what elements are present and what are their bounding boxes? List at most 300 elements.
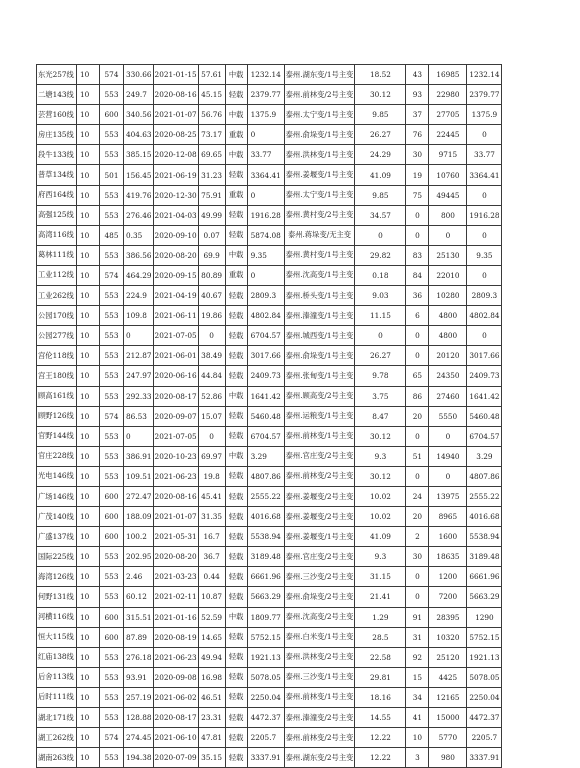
table-row [37, 366, 502, 386]
cell-voltage: 10 [77, 185, 100, 205]
cell-user-count: 0 [406, 466, 429, 486]
cell-main-transformer-rate: 1.29 [355, 607, 406, 627]
cell-available-capacity: 3.29 [467, 446, 502, 466]
cell-user-count: 31 [406, 627, 429, 647]
cell-date: 2021-06-01 [153, 346, 198, 366]
cell-user-capacity: 8965 [429, 507, 467, 527]
cell-voltage: 10 [77, 145, 100, 165]
cell-voltage: 10 [77, 165, 100, 185]
cell-capacity: 553 [100, 708, 124, 728]
cell-capacity: 600 [100, 607, 124, 627]
cell-substation: 泰州.俞垛变/2号主变 [284, 587, 355, 607]
cell-date: 2021-03-23 [153, 567, 198, 587]
cell-voltage: 10 [77, 748, 100, 768]
cell-user-count: 0 [406, 587, 429, 607]
cell-user-capacity: 15000 [429, 708, 467, 728]
table-row [37, 426, 502, 446]
cell-load-status: 轻载 [225, 406, 247, 426]
cell-capacity: 553 [100, 306, 124, 326]
cell-substation: 泰州.前林变/2号主变 [284, 728, 355, 748]
cell-user-capacity: 4800 [429, 306, 467, 326]
cell-substation: 泰州.前林变/2号主变 [284, 85, 355, 105]
cell-substation: 泰州.城西变/1号主变 [284, 326, 355, 346]
cell-remaining-capacity: 4807.86 [247, 466, 284, 486]
cell-capacity: 600 [100, 507, 124, 527]
cell-load-rate: 45.15 [198, 85, 225, 105]
cell-user-count: 76 [406, 125, 429, 145]
cell-user-capacity: 5550 [429, 406, 467, 426]
cell-main-transformer-rate: 11.15 [355, 306, 406, 326]
cell-voltage: 10 [77, 627, 100, 647]
cell-voltage: 10 [77, 225, 100, 245]
cell-user-count: 0 [406, 225, 429, 245]
cell-user-count: 93 [406, 85, 429, 105]
cell-remaining-capacity: 2250.04 [247, 687, 284, 707]
cell-available-capacity: 3189.48 [467, 547, 502, 567]
cell-date: 2020-09-10 [153, 225, 198, 245]
cell-line-name: 河横116线 [37, 607, 77, 627]
cell-remaining-capacity: 2205.7 [247, 728, 284, 748]
cell-load: 0 [124, 426, 154, 446]
data-table [36, 64, 502, 768]
cell-load-status: 轻载 [225, 647, 247, 667]
cell-line-name: 后时111线 [37, 687, 77, 707]
cell-user-capacity: 28395 [429, 607, 467, 627]
cell-substation: 泰州.运粮变/1号主变 [284, 406, 355, 426]
cell-available-capacity: 0 [467, 185, 502, 205]
cell-remaining-capacity: 4802.84 [247, 306, 284, 326]
cell-load: 276.46 [124, 205, 154, 225]
cell-main-transformer-rate: 0.18 [355, 265, 406, 285]
cell-capacity: 574 [100, 65, 124, 85]
cell-main-transformer-rate: 9.3 [355, 547, 406, 567]
cell-user-capacity: 13975 [429, 486, 467, 506]
cell-line-name: 湖南263线 [37, 748, 77, 768]
cell-substation: 泰州.蒋垛变/无主变 [284, 225, 355, 245]
cell-load-status: 中载 [225, 386, 247, 406]
cell-user-capacity: 18635 [429, 547, 467, 567]
cell-load-status: 轻载 [225, 346, 247, 366]
cell-available-capacity: 33.77 [467, 145, 502, 165]
cell-voltage: 10 [77, 386, 100, 406]
cell-user-count: 3 [406, 748, 429, 768]
cell-line-name: 公园277线 [37, 326, 77, 346]
cell-load: 128.88 [124, 708, 154, 728]
cell-main-transformer-rate: 22.58 [355, 647, 406, 667]
cell-substation: 泰州.姜堰变/1号主变 [284, 527, 355, 547]
cell-capacity: 553 [100, 426, 124, 446]
table-row [37, 245, 502, 265]
table-row [37, 145, 502, 165]
cell-voltage: 10 [77, 687, 100, 707]
cell-remaining-capacity: 5752.15 [247, 627, 284, 647]
cell-available-capacity: 4802.84 [467, 306, 502, 326]
cell-voltage: 10 [77, 507, 100, 527]
table-row [37, 647, 502, 667]
cell-line-name: 工业112线 [37, 265, 77, 285]
cell-user-count: 0 [406, 426, 429, 446]
cell-voltage: 10 [77, 105, 100, 125]
cell-load: 0 [124, 326, 154, 346]
cell-user-capacity: 4800 [429, 326, 467, 346]
cell-date: 2020-07-09 [153, 748, 198, 768]
cell-user-capacity: 22010 [429, 265, 467, 285]
cell-user-capacity: 9715 [429, 145, 467, 165]
cell-load-rate: 16.7 [198, 527, 225, 547]
table-row [37, 286, 502, 306]
cell-remaining-capacity: 5663.29 [247, 587, 284, 607]
cell-user-count: 24 [406, 486, 429, 506]
cell-substation: 泰州.黄村变/1号主变 [284, 245, 355, 265]
cell-load-status: 轻载 [225, 165, 247, 185]
cell-load-status: 轻载 [225, 326, 247, 346]
cell-voltage: 10 [77, 667, 100, 687]
cell-capacity: 574 [100, 728, 124, 748]
cell-user-count: 43 [406, 65, 429, 85]
cell-load-rate: 57.61 [198, 65, 225, 85]
cell-user-count: 2 [406, 527, 429, 547]
cell-line-name: 芸营160线 [37, 105, 77, 125]
cell-remaining-capacity: 2555.22 [247, 486, 284, 506]
cell-available-capacity: 1916.28 [467, 205, 502, 225]
cell-load-rate: 35.15 [198, 748, 225, 768]
cell-line-name: 段牛133线 [37, 145, 77, 165]
cell-remaining-capacity: 1916.28 [247, 205, 284, 225]
cell-load: 386.56 [124, 245, 154, 265]
table-row [37, 125, 502, 145]
cell-voltage: 10 [77, 326, 100, 346]
cell-capacity: 553 [100, 547, 124, 567]
cell-load: 247.97 [124, 366, 154, 386]
cell-load: 464.29 [124, 265, 154, 285]
cell-substation: 泰州.俞垛变/1号主变 [284, 125, 355, 145]
cell-user-capacity: 27705 [429, 105, 467, 125]
cell-capacity: 553 [100, 567, 124, 587]
cell-voltage: 10 [77, 527, 100, 547]
cell-voltage: 10 [77, 265, 100, 285]
cell-substation: 泰州.官庄变/2号主变 [284, 547, 355, 567]
cell-main-transformer-rate: 8.47 [355, 406, 406, 426]
cell-load-status: 轻载 [225, 507, 247, 527]
cell-load-rate: 31.35 [198, 507, 225, 527]
cell-line-name: 顾野126线 [37, 406, 77, 426]
cell-substation: 泰州.湖东变/2号主变 [284, 748, 355, 768]
cell-line-name: 高强125线 [37, 205, 77, 225]
cell-load-rate: 40.67 [198, 286, 225, 306]
table-row [37, 667, 502, 687]
cell-user-count: 91 [406, 607, 429, 627]
cell-substation: 泰州.三沙变/2号主变 [284, 567, 355, 587]
cell-user-count: 65 [406, 366, 429, 386]
cell-remaining-capacity: 4472.37 [247, 708, 284, 728]
cell-load-status: 轻载 [225, 748, 247, 768]
cell-load: 292.33 [124, 386, 154, 406]
cell-load: 0.35 [124, 225, 154, 245]
cell-main-transformer-rate: 26.27 [355, 346, 406, 366]
cell-line-name: 湖工262线 [37, 728, 77, 748]
cell-main-transformer-rate: 30.12 [355, 466, 406, 486]
table-row [37, 708, 502, 728]
cell-substation: 泰州.俞垛变/1号主变 [284, 346, 355, 366]
cell-line-name: 宫伦118线 [37, 346, 77, 366]
cell-load-rate: 49.94 [198, 647, 225, 667]
cell-user-capacity: 27460 [429, 386, 467, 406]
cell-user-count: 0 [406, 567, 429, 587]
cell-available-capacity: 1375.9 [467, 105, 502, 125]
cell-load-status: 轻载 [225, 486, 247, 506]
cell-load-rate: 0 [198, 426, 225, 446]
cell-load-status: 重载 [225, 185, 247, 205]
cell-date: 2020-08-16 [153, 486, 198, 506]
cell-user-count: 34 [406, 687, 429, 707]
cell-capacity: 553 [100, 366, 124, 386]
cell-main-transformer-rate: 18.52 [355, 65, 406, 85]
cell-substation: 泰州.三沙变/1号主变 [284, 667, 355, 687]
cell-available-capacity: 2409.73 [467, 366, 502, 386]
cell-user-count: 30 [406, 145, 429, 165]
cell-available-capacity: 4472.37 [467, 708, 502, 728]
cell-user-capacity: 20120 [429, 346, 467, 366]
cell-substation: 泰州.前林变/1号主变 [284, 426, 355, 446]
cell-load-status: 中载 [225, 145, 247, 165]
cell-remaining-capacity: 4016.68 [247, 507, 284, 527]
cell-load: 419.76 [124, 185, 154, 205]
cell-user-capacity: 12165 [429, 687, 467, 707]
cell-load-status: 重载 [225, 265, 247, 285]
cell-main-transformer-rate: 10.02 [355, 486, 406, 506]
cell-load: 109.8 [124, 306, 154, 326]
cell-user-capacity: 16985 [429, 65, 467, 85]
cell-available-capacity: 3337.91 [467, 748, 502, 768]
cell-load-status: 轻载 [225, 708, 247, 728]
cell-available-capacity: 2555.22 [467, 486, 502, 506]
cell-line-name: 顾高161线 [37, 386, 77, 406]
cell-remaining-capacity: 3.29 [247, 446, 284, 466]
cell-main-transformer-rate: 26.27 [355, 125, 406, 145]
cell-capacity: 553 [100, 446, 124, 466]
cell-load: 202.95 [124, 547, 154, 567]
table-row [37, 185, 502, 205]
cell-main-transformer-rate: 12.22 [355, 728, 406, 748]
cell-load-status: 轻载 [225, 225, 247, 245]
cell-remaining-capacity: 33.77 [247, 145, 284, 165]
cell-available-capacity: 4016.68 [467, 507, 502, 527]
cell-load-status: 中载 [225, 607, 247, 627]
cell-available-capacity: 0 [467, 326, 502, 346]
cell-load-status: 轻载 [225, 627, 247, 647]
cell-date: 2020-08-19 [153, 627, 198, 647]
cell-user-count: 20 [406, 507, 429, 527]
cell-capacity: 553 [100, 687, 124, 707]
cell-user-count: 75 [406, 185, 429, 205]
cell-line-name: 后舍113线 [37, 667, 77, 687]
cell-available-capacity: 3017.66 [467, 346, 502, 366]
cell-main-transformer-rate: 28.5 [355, 627, 406, 647]
cell-voltage: 10 [77, 466, 100, 486]
cell-remaining-capacity: 3017.66 [247, 346, 284, 366]
cell-user-count: 10 [406, 728, 429, 748]
cell-substation: 泰州.黄村变/2号主变 [284, 205, 355, 225]
cell-available-capacity: 1290 [467, 607, 502, 627]
cell-line-name: 湖北171线 [37, 708, 77, 728]
cell-load: 272.47 [124, 486, 154, 506]
cell-load-status: 轻载 [225, 286, 247, 306]
cell-voltage: 10 [77, 65, 100, 85]
cell-date: 2021-04-19 [153, 286, 198, 306]
cell-load-status: 轻载 [225, 527, 247, 547]
cell-available-capacity: 5538.94 [467, 527, 502, 547]
cell-capacity: 553 [100, 346, 124, 366]
cell-load-rate: 52.86 [198, 386, 225, 406]
cell-voltage: 10 [77, 426, 100, 446]
cell-capacity: 574 [100, 406, 124, 426]
cell-user-capacity: 0 [429, 225, 467, 245]
cell-load-status: 轻载 [225, 687, 247, 707]
cell-line-name: 普草134线 [37, 165, 77, 185]
cell-load-rate: 69.65 [198, 145, 225, 165]
cell-capacity: 553 [100, 286, 124, 306]
cell-user-capacity: 25120 [429, 647, 467, 667]
cell-load: 188.09 [124, 507, 154, 527]
cell-user-count: 6 [406, 306, 429, 326]
cell-load-rate: 69.9 [198, 245, 225, 265]
cell-available-capacity: 2205.7 [467, 728, 502, 748]
cell-remaining-capacity: 5538.94 [247, 527, 284, 547]
cell-load-rate: 14.65 [198, 627, 225, 647]
cell-voltage: 10 [77, 708, 100, 728]
cell-remaining-capacity: 0 [247, 265, 284, 285]
cell-load: 100.2 [124, 527, 154, 547]
cell-line-name: 东光257线 [37, 65, 77, 85]
cell-line-name: 何野131线 [37, 587, 77, 607]
cell-load-rate: 38.49 [198, 346, 225, 366]
cell-capacity: 553 [100, 245, 124, 265]
cell-date: 2020-09-08 [153, 667, 198, 687]
cell-voltage: 10 [77, 406, 100, 426]
cell-load: 87.89 [124, 627, 154, 647]
cell-load-rate: 69.97 [198, 446, 225, 466]
cell-available-capacity: 4807.86 [467, 466, 502, 486]
cell-main-transformer-rate: 3.75 [355, 386, 406, 406]
cell-load-status: 中载 [225, 245, 247, 265]
cell-load-status: 轻载 [225, 306, 247, 326]
cell-substation: 泰州.姜堰变/2号主变 [284, 486, 355, 506]
cell-load: 385.15 [124, 145, 154, 165]
cell-main-transformer-rate: 41.09 [355, 527, 406, 547]
cell-user-count: 20 [406, 406, 429, 426]
cell-date: 2021-06-23 [153, 647, 198, 667]
cell-substation: 泰州.湖东变/1号主变 [284, 65, 355, 85]
cell-load-status: 重载 [225, 125, 247, 145]
cell-capacity: 600 [100, 527, 124, 547]
cell-date: 2020-12-08 [153, 145, 198, 165]
cell-load-status: 轻载 [225, 366, 247, 386]
cell-date: 2020-10-23 [153, 446, 198, 466]
cell-main-transformer-rate: 21.41 [355, 587, 406, 607]
cell-remaining-capacity: 2379.77 [247, 85, 284, 105]
cell-date: 2021-06-23 [153, 466, 198, 486]
table-row [37, 466, 502, 486]
cell-load-rate: 36.7 [198, 547, 225, 567]
cell-substation: 泰州.前林变/2号主变 [284, 466, 355, 486]
cell-date: 2021-06-02 [153, 687, 198, 707]
cell-capacity: 553 [100, 647, 124, 667]
cell-user-capacity: 10760 [429, 165, 467, 185]
cell-available-capacity: 1641.42 [467, 386, 502, 406]
cell-date: 2020-08-17 [153, 708, 198, 728]
cell-substation: 泰州.白米变/1号主变 [284, 627, 355, 647]
cell-load: 86.53 [124, 406, 154, 426]
cell-load: 404.63 [124, 125, 154, 145]
cell-date: 2021-01-15 [153, 65, 198, 85]
cell-load-status: 轻载 [225, 587, 247, 607]
cell-load: 93.91 [124, 667, 154, 687]
cell-user-count: 0 [406, 205, 429, 225]
cell-load-rate: 15.07 [198, 406, 225, 426]
cell-capacity: 485 [100, 225, 124, 245]
cell-line-name: 葛林111线 [37, 245, 77, 265]
cell-available-capacity: 5663.29 [467, 587, 502, 607]
cell-line-name: 工业262线 [37, 286, 77, 306]
cell-load-rate: 19.86 [198, 306, 225, 326]
cell-main-transformer-rate: 9.3 [355, 446, 406, 466]
cell-substation: 泰州.溱潼变/2号主变 [284, 708, 355, 728]
cell-capacity: 553 [100, 85, 124, 105]
cell-load-status: 中载 [225, 446, 247, 466]
cell-load-rate: 23.31 [198, 708, 225, 728]
cell-main-transformer-rate: 31.15 [355, 567, 406, 587]
table-row [37, 486, 502, 506]
cell-voltage: 10 [77, 366, 100, 386]
cell-capacity: 600 [100, 486, 124, 506]
cell-available-capacity: 2250.04 [467, 687, 502, 707]
cell-remaining-capacity: 1232.14 [247, 65, 284, 85]
cell-capacity: 553 [100, 326, 124, 346]
cell-substation: 泰州.姜堰变/2号主变 [284, 507, 355, 527]
cell-user-count: 51 [406, 446, 429, 466]
cell-capacity: 553 [100, 466, 124, 486]
cell-substation: 泰州.官庄变/2号主变 [284, 446, 355, 466]
cell-load-rate: 73.17 [198, 125, 225, 145]
cell-user-count: 37 [406, 105, 429, 125]
cell-substation: 泰州.太宁变/1号主变 [284, 185, 355, 205]
cell-user-capacity: 14940 [429, 446, 467, 466]
cell-remaining-capacity: 3189.48 [247, 547, 284, 567]
table-row [37, 507, 502, 527]
cell-line-name: 宫王180线 [37, 366, 77, 386]
cell-user-capacity: 1200 [429, 567, 467, 587]
cell-available-capacity: 2809.3 [467, 286, 502, 306]
cell-user-capacity: 5770 [429, 728, 467, 748]
cell-load-rate: 19.8 [198, 466, 225, 486]
cell-user-capacity: 25130 [429, 245, 467, 265]
cell-date: 2021-07-05 [153, 326, 198, 346]
cell-capacity: 553 [100, 185, 124, 205]
cell-remaining-capacity: 5078.05 [247, 667, 284, 687]
cell-user-count: 86 [406, 386, 429, 406]
cell-load-status: 轻载 [225, 85, 247, 105]
cell-capacity: 553 [100, 205, 124, 225]
cell-line-name: 广盛137线 [37, 527, 77, 547]
cell-voltage: 10 [77, 446, 100, 466]
cell-remaining-capacity: 0 [247, 125, 284, 145]
table-row [37, 406, 502, 426]
cell-substation: 泰州.沈高变/1号主变 [284, 265, 355, 285]
cell-date: 2021-02-11 [153, 587, 198, 607]
cell-available-capacity: 2379.77 [467, 85, 502, 105]
cell-date: 2020-09-15 [153, 265, 198, 285]
cell-available-capacity: 1921.13 [467, 647, 502, 667]
